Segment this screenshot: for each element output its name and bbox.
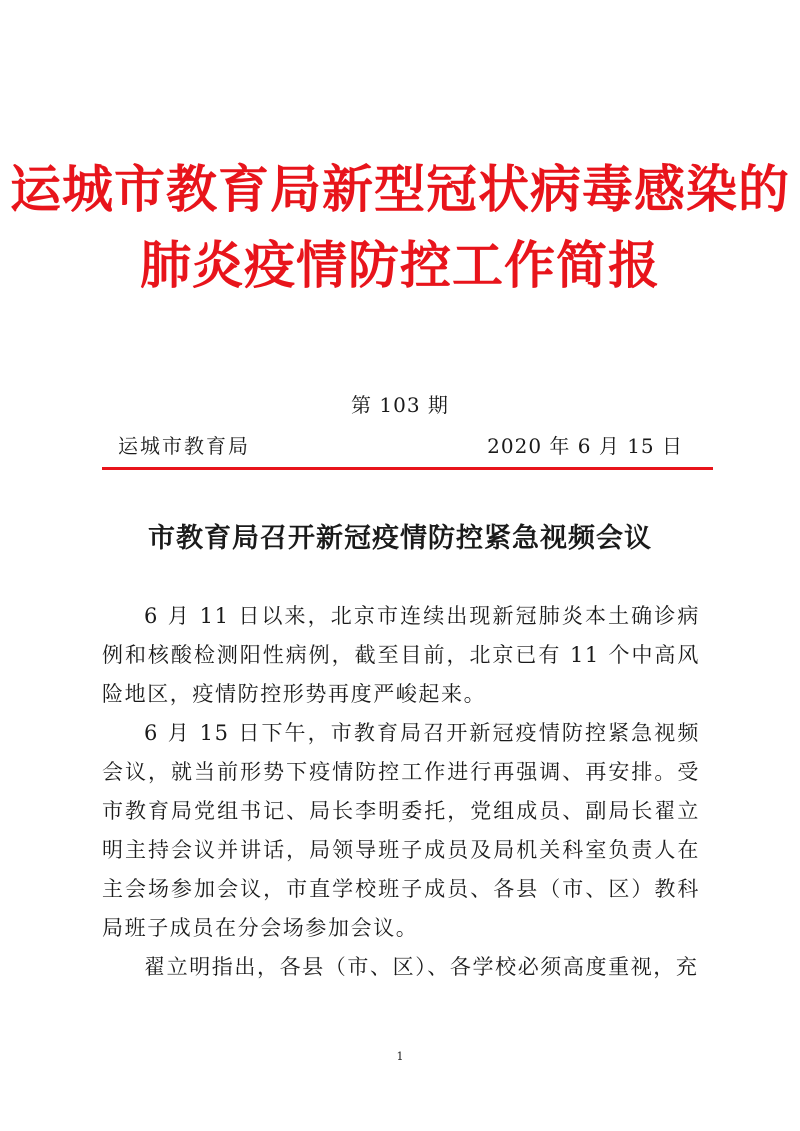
header-divider xyxy=(102,467,713,470)
issue-date: 2020 年 6 月 15 日 xyxy=(487,434,683,458)
bulletin-title-line-1: 运城市教育局新型冠状病毒感染的 xyxy=(9,161,790,220)
issue-number: 第 103 期 xyxy=(351,393,449,417)
bulletin-title-line-2: 肺炎疫情防控工作简报 xyxy=(139,237,660,296)
page-number: 1 xyxy=(396,1050,404,1063)
article-paragraph-3: 翟立明指出，各县（市、区）、各学校必须高度重视，充 xyxy=(144,955,699,979)
article-paragraph-1: 6 月 11 日以来，北京市连续出现新冠肺炎本土确诊病例和核酸检测阳性病例，截至目前，北京已有 11 个中高风险地区，疫情防控形势再度严峻起来。 xyxy=(102,604,700,706)
article-headline: 市教育局召开新冠疫情防控紧急视频会议 xyxy=(148,523,652,554)
article-paragraph-2: 6 月 15 日下午，市教育局召开新冠疫情防控紧急视频会议，就当前形势下疫情防控工作进行再强调、再安排。受市教育局党组书记、局长李明委托，党组成员、副局长翟立明主持会议并讲话，局领导班子成员及局机关科室负责人在主会场参加会议，市直学校班子成员、各县（市、区）教科局班子成员在分会场参加会议。 xyxy=(102,721,700,940)
issuer-name: 运城市教育局 xyxy=(118,434,250,458)
article-body xyxy=(102,597,700,987)
